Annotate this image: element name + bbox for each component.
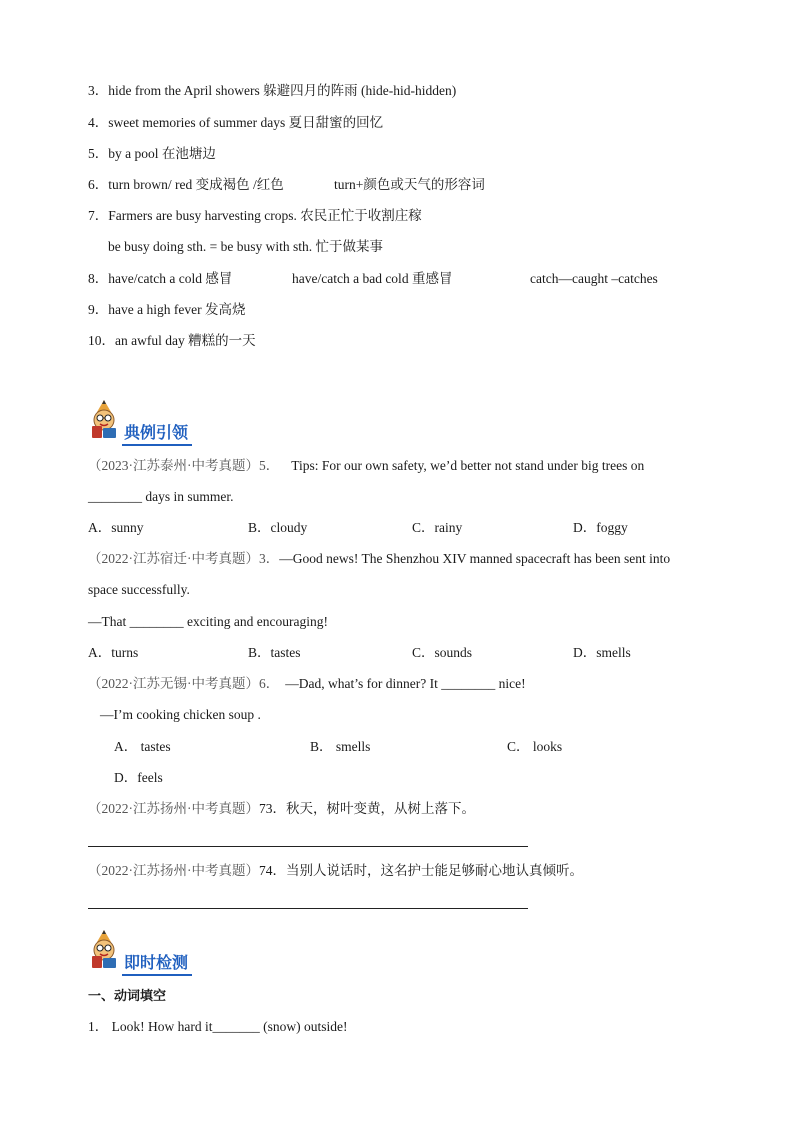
pencil-mascot-icon [88,398,122,440]
answer-line-q4[interactable] [88,846,528,847]
q2-option-c[interactable]: C．sounds [412,645,473,660]
vocab-item-5: 5．by a pool 在池塘边 [88,146,216,161]
vocab-item-7: 7．Farmers are busy harvesting crops. 农民正忙于收割庄稼 [88,208,422,223]
vocab-item-9: 9．have a high fever 发高烧 [88,302,246,317]
vocab-note2-8: catch—caught –catches [530,271,658,286]
question-1-stem: （2023·江苏泰州·中考真题）5． Tips: For our own safety, we’d better not stand under big trees on [88,458,645,473]
question-5-stem: （2022·江苏扬州·中考真题）74．当别人说话时，这名护士能足够耐心地认真倾听。 [88,863,583,878]
q1-option-d[interactable]: D．foggy [573,520,628,535]
question-1-stem-cont: ________ days in summer. [88,489,234,504]
q2-option-d[interactable]: D．smells [573,645,631,660]
q3-option-c[interactable]: C． looks [507,739,563,754]
section-title-examples: 典例引领 [122,420,192,446]
pencil-mascot-icon [88,928,122,970]
vocab-note-6: turn+颜色或天气的形容词 [334,177,485,192]
q2-option-b[interactable]: B．tastes [248,645,301,660]
vocab-item-4: 4．sweet memories of summer days 夏日甜蜜的回忆 [88,115,384,130]
q1-option-a[interactable]: A．sunny [88,520,144,535]
q3-option-d[interactable]: D．feels [114,770,163,785]
q3-option-a[interactable]: A． tastes [114,739,171,754]
section-title-quiz: 即时检测 [122,950,192,976]
vocab-item-10: 10．an awful day 糟糕的一天 [88,333,256,348]
vocab-item-3: 3．hide from the April showers 躲避四月的阵雨 (hide-hid-hidden) [88,83,457,98]
q2-option-a[interactable]: A．turns [88,645,139,660]
vocab-note-8: have/catch a bad cold 重感冒 [292,271,453,286]
part-heading-verb-fill: 一、动词填空 [88,989,167,1004]
question-2-response: —That ________ exciting and encouraging! [88,614,328,629]
question-4-stem: （2022·江苏扬州·中考真题）73．秋天，树叶变黄，从树上落下。 [88,801,475,816]
vocab-item-6: 6．turn brown/ red 变成褐色 /红色 [88,177,284,192]
vocab-item-8: 8．have/catch a cold 感冒 [88,271,233,286]
q1-option-b[interactable]: B．cloudy [248,520,308,535]
question-3-stem: （2022·江苏无锡·中考真题）6． —Dad, what’s for dinner? It ________ nice! [88,676,526,691]
q1-option-c[interactable]: C．rainy [412,520,463,535]
question-2-stem-cont: space successfully. [88,582,190,597]
question-2-stem: （2022·江苏宿迁·中考真题）3．—Good news! The Shenzhou XIV manned spacecraft has been sent into [88,551,671,566]
quiz-question-1: 1． Look! How hard it_______ (snow) outside! [88,1019,348,1034]
answer-line-q5[interactable] [88,908,528,909]
vocab-sub-7: be busy doing sth. = be busy with sth. 忙于做某事 [108,239,383,254]
question-3-response: —I’m cooking chicken soup . [100,707,261,722]
q3-option-b[interactable]: B． smells [310,739,371,754]
